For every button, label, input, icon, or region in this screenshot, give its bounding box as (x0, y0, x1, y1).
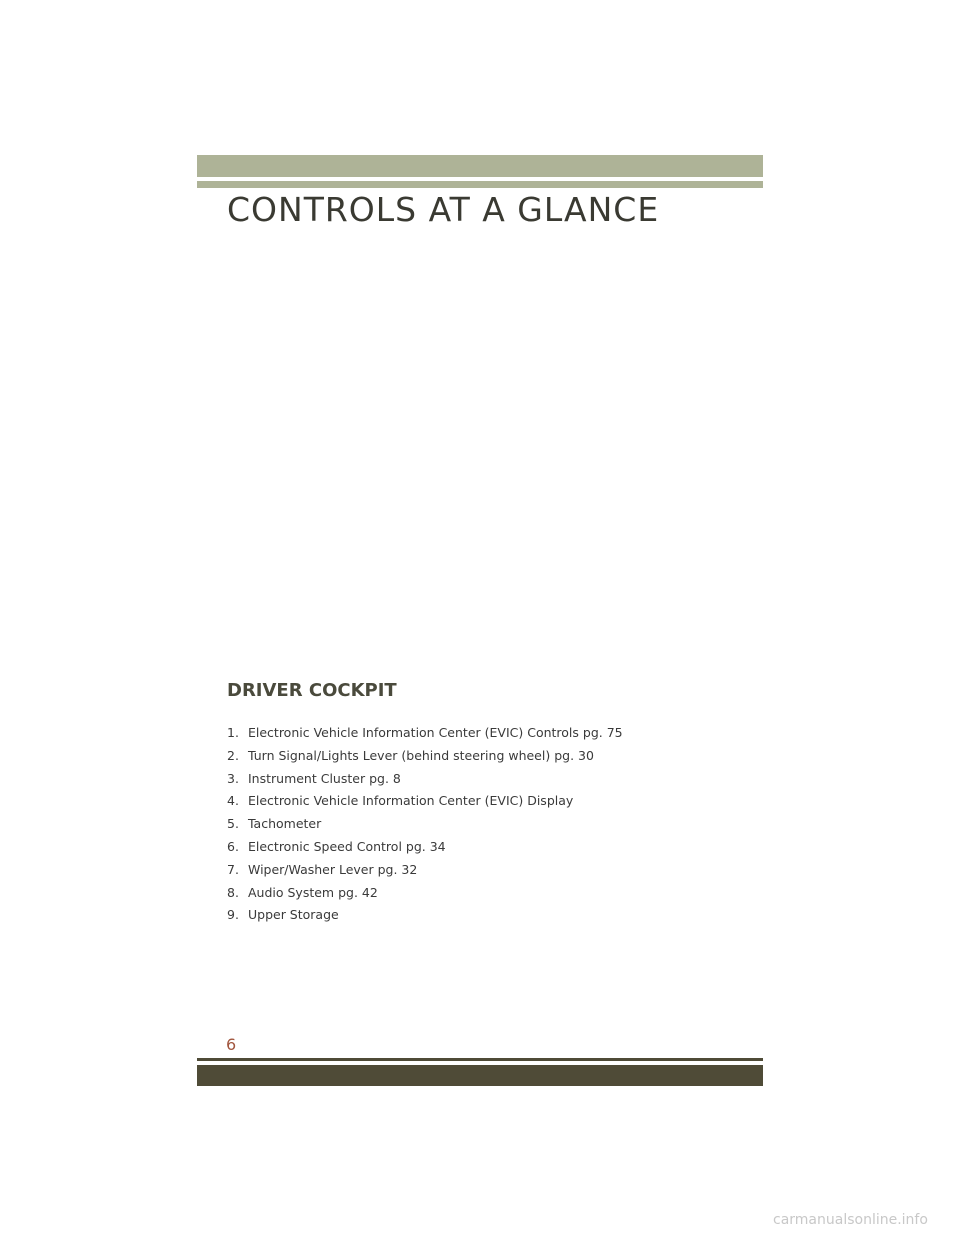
item-text: Tachometer (247, 816, 322, 832)
list-item (227, 722, 623, 745)
list-item (227, 882, 623, 905)
list-item (227, 813, 623, 836)
item-number: 3. (227, 770, 239, 786)
section-heading: DRIVER COCKPIT (227, 680, 397, 701)
item-number: 4. (227, 793, 239, 809)
list-item (227, 768, 623, 791)
item-text: Electronic Speed Control pg. 34 (247, 838, 446, 854)
list-item (227, 745, 623, 768)
list-item (227, 859, 623, 882)
footer-rule (197, 1058, 763, 1061)
list-item (227, 904, 623, 927)
list-item (227, 790, 623, 813)
item-number: 8. (227, 884, 239, 900)
item-number: 9. (227, 907, 239, 923)
item-number: 2. (227, 747, 239, 763)
footer-band (197, 1065, 763, 1086)
item-text: Electronic Vehicle Information Center (EVIC) Controls pg. 75 (247, 725, 623, 740)
item-number: 1. (227, 725, 239, 740)
item-number: 7. (227, 861, 239, 877)
item-list (227, 722, 623, 927)
item-text: Audio System pg. 42 (247, 884, 378, 900)
page-number: 6 (226, 1035, 237, 1054)
list-item (227, 836, 623, 859)
item-text: Wiper/Washer Lever pg. 32 (247, 861, 418, 877)
item-text: Turn Signal/Lights Lever (behind steering wheel) pg. 30 (247, 747, 594, 763)
header-rule (197, 181, 763, 188)
item-number: 5. (227, 816, 239, 832)
item-text: Instrument Cluster pg. 8 (247, 770, 401, 786)
watermark-link[interactable]: carmanualsonline.info (773, 1212, 928, 1228)
item-text: Upper Storage (247, 907, 339, 923)
item-text: Electronic Vehicle Information Center (EVIC) Display (247, 793, 574, 809)
header-band (197, 155, 763, 177)
page-title: CONTROLS AT A GLANCE (227, 190, 660, 229)
item-number: 6. (227, 838, 239, 854)
